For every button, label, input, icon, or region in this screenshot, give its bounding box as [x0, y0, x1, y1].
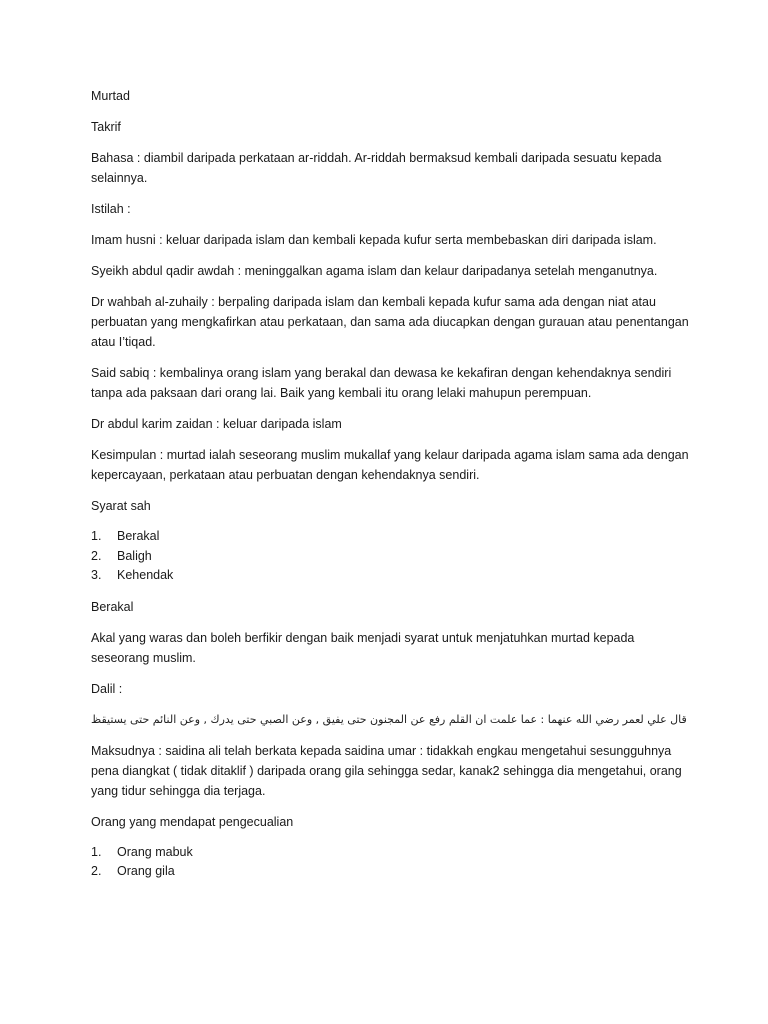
doc-title: Murtad	[91, 89, 130, 103]
paragraph-zaidan: Dr abdul karim zaidan : keluar daripada islam	[91, 417, 342, 431]
paragraph-syeikh: Syeikh abdul qadir awdah : meninggalkan agama islam dan kelaur daripadanya setelah menganutnya.	[91, 264, 658, 278]
syarat-list	[91, 527, 691, 586]
list-number: 1.	[91, 844, 102, 859]
list-number: 2.	[91, 548, 102, 563]
heading-istilah: Istilah :	[91, 202, 131, 216]
heading-syarat-sah: Syarat sah	[91, 499, 151, 513]
paragraph-kesimpulan: Kesimpulan : murtad ialah seseorang muslim mukallaf yang kelaur daripada agama islam sama ada dengan kepercayaan, perkataan atau perbuatan dengan kehendaknya sendiri.	[91, 448, 689, 482]
list-number: 1.	[91, 529, 102, 543]
document-body	[91, 86, 691, 893]
list-item	[91, 527, 691, 547]
heading-pengecualian: Orang yang mendapat pengecualian	[91, 814, 294, 829]
list-number: 3.	[91, 568, 102, 582]
list-item	[91, 843, 691, 863]
pengecualian-list	[91, 843, 691, 882]
paragraph-imam-husni: Imam husni : keluar daripada islam dan kembali kepada kufur serta membebaskan diri daripada islam.	[91, 233, 657, 247]
list-number: 2.	[91, 864, 102, 878]
list-text: Baligh	[117, 548, 152, 563]
list-text: Berakal	[117, 529, 160, 543]
list-item	[91, 862, 691, 882]
heading-dalil: Dalil :	[91, 681, 123, 696]
list-item	[91, 547, 691, 567]
paragraph-wahbah: Dr wahbah al-zuhaily : berpaling daripada islam dan kembali kepada kufur sama ada dengan niat atau perbuatan yang mengkafirkan atau perkataan, dan sama ada diucapkan dengan gurauan atau penentangan atau I’tiqad.	[91, 295, 689, 349]
list-text: Kehendak	[117, 568, 174, 582]
list-item	[91, 566, 691, 586]
paragraph-berakal: Akal yang waras dan boleh berfikir dengan baik menjadi syarat untuk menjatuhkan murtad kepada seseorang muslim.	[91, 630, 635, 665]
paragraph-sabiq: Said sabiq : kembalinya orang islam yang berakal dan dewasa ke kekafiran dengan kehendaknya sendiri tanpa ada paksaan dari orang lai. Baik yang kembali itu orang lelaki mahupun perempuan.	[91, 366, 672, 400]
heading-takrif: Takrif	[91, 120, 121, 134]
list-text: Orang gila	[117, 864, 175, 878]
heading-berakal: Berakal	[91, 599, 134, 614]
paragraph-bahasa: Bahasa : diambil daripada perkataan ar-riddah. Ar-riddah bermaksud kembali daripada sesuatu kepada selainnya.	[91, 151, 662, 185]
paragraph-maksudnya: Maksudnya : saidina ali telah berkata kepada saidina umar : tidakkah engkau mengetahui sesungguhnya pena diangkat ( tidak ditaklif ) daripada orang gila sehingga sedar, kanak2 sehingga dia mengetahui, orang yang tidur sehingga dia terjaga.	[91, 743, 682, 798]
arabic-dalil-text: قال علي لعمر رضي الله عنهما : عما علمت ان القلم رفع عن المجنون حتى يفيق , وعن الصبي حتى يدرك , وعن النائم حتى يستيقظ	[91, 712, 687, 726]
list-text: Orang mabuk	[117, 844, 193, 859]
